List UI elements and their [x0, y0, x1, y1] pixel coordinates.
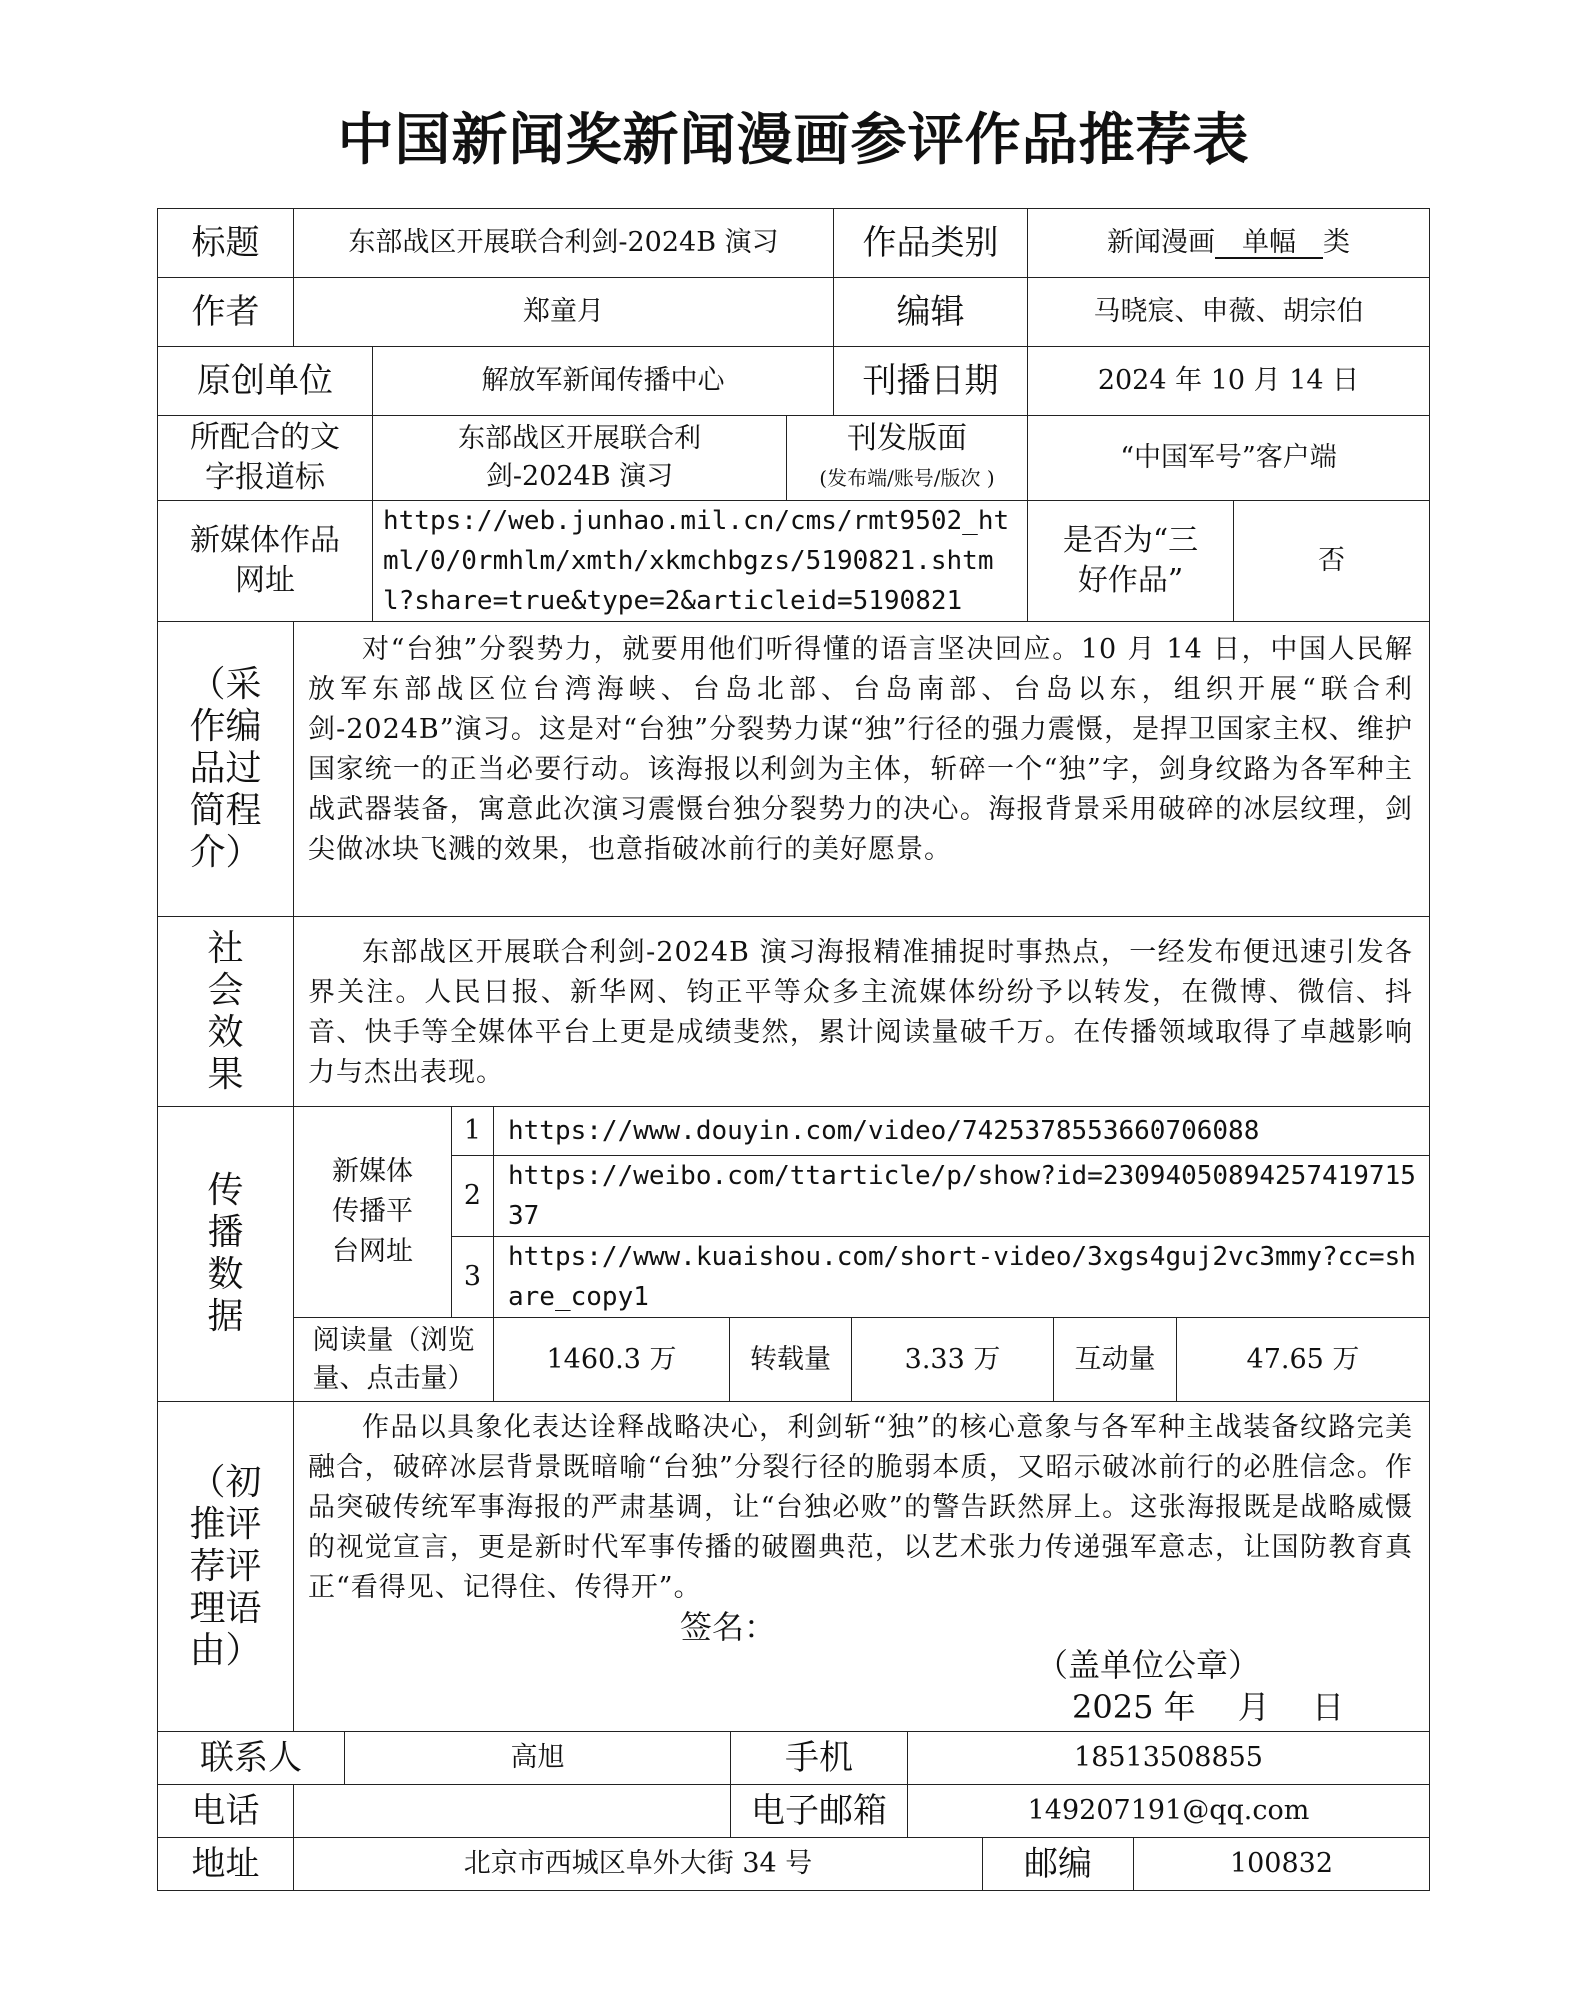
contact-label: 联系人	[157, 1731, 345, 1785]
date-value: 2024 年 10 月 14 日	[1027, 346, 1430, 416]
review-date: 2025 年 月 日	[1072, 1688, 1344, 1726]
category-prefix: 新闻漫画	[1107, 227, 1215, 258]
link-3-url[interactable]: https://www.kuaishou.com/short-video/3xgs4guj2vc3mmy?cc=share_copy1	[493, 1236, 1430, 1318]
effect-label: 社会效果	[157, 916, 294, 1107]
title-label: 标题	[157, 208, 294, 278]
new-media-url-label: 新媒体作品网址	[157, 500, 373, 622]
address-label: 地址	[157, 1837, 294, 1891]
reposts-value: 3.33 万	[851, 1317, 1054, 1402]
link-2-no: 2	[451, 1155, 494, 1237]
interactions-label: 互动量	[1053, 1317, 1177, 1402]
link-1-url[interactable]: https://www.douyin.com/video/7425378553660706088	[493, 1106, 1430, 1156]
mobile-label: 手机	[730, 1731, 908, 1785]
platform-label: 新媒体传播平台网址	[293, 1106, 452, 1318]
review-paragraph: 作品以具象化表达诠释战略决心，利剑斩“独”的核心意象与各军种主战装备纹路完美融合，破碎冰层背景既暗喻“台独”分裂行径的脆弱本质，又昭示破冰前行的必胜信念。作品突破传统军事海报的严肃基调，让“台独必败”的警告跃然屏上。这张海报既是战略威慑的视觉宣言，更是新时代军事传播的破圈典范，以艺术张力传递强军意志，让国防教育真正“看得见、记得住、传得开”。	[308, 1412, 1413, 1603]
link-3-no: 3	[451, 1236, 494, 1318]
three-good-value: 否	[1233, 500, 1430, 622]
new-media-url-value[interactable]: https://web.junhao.mil.cn/cms/rmt9502_html/0/0rmhlm/xmth/xkmchbgzs/5190821.shtml?share=true&type=2&articleid=5190821	[372, 500, 1028, 622]
reads-label: 阅读量（浏览量、点击量）	[293, 1317, 494, 1402]
page-title: 中国新闻奖新闻漫画参评作品推荐表	[337, 108, 1250, 173]
related-report-label: 所配合的文字报道标	[157, 415, 373, 501]
effect-paragraph: 东部战区开展联合利剑-2024B 演习海报精准捕捉时事热点，一经发布便迅速引发各界关注。人民日报、新华网、钧正平等众多主流媒体纷纷予以转发，在微博、微信、抖音、快手等全媒体平台上更是成绩斐然，累计阅读量破千万。在传播领域取得了卓越影响力与杰出表现。	[308, 937, 1413, 1088]
email-label: 电子邮箱	[730, 1784, 908, 1838]
reads-value: 1460.3 万	[493, 1317, 730, 1402]
page-label-sub: (发布端/账号/版次 )	[819, 466, 995, 490]
editor-label: 编辑	[833, 277, 1028, 347]
org-value: 解放军新闻传播中心	[372, 346, 834, 416]
related-report-value: 东部战区开展联合利剑-2024B 演习	[372, 415, 787, 501]
reposts-label: 转载量	[729, 1317, 852, 1402]
category-label: 作品类别	[833, 208, 1028, 278]
link-2-url[interactable]: https://weibo.com/ttarticle/p/show?id=2309405089425741971537	[493, 1155, 1430, 1237]
editor-value: 马晓宸、申薇、胡宗伯	[1027, 277, 1430, 347]
contact-value: 高旭	[344, 1731, 731, 1785]
seal-label: （盖单位公章）	[1036, 1646, 1261, 1684]
category-type: 单幅	[1242, 227, 1296, 258]
phone-value	[293, 1784, 731, 1838]
org-label: 原创单位	[157, 346, 373, 416]
process-paragraph: 对“台独”分裂势力，就要用他们听得懂的语言坚决回应。10 月 14 日，中国人民解放军东部战区位台湾海峡、台岛北部、台岛南部、台岛以东，组织开展“联合利剑-2024B”演习。这是对“台独”分裂势力谋“独”行径的强力震慑，是捍卫国家主权、维护国家统一的正当必要行动。该海报以利剑为主体，斩碎一个“独”字，剑身纹路为各军种主战武器装备，寓意此次演习震慑台独分裂势力的决心。海报背景采用破碎的冰层纹理，剑尖做冰块飞溅的效果，也意指破冰前行的美好愿景。	[308, 634, 1413, 865]
interactions-value: 47.65 万	[1176, 1317, 1430, 1402]
email-value: 149207191@qq.com	[907, 1784, 1430, 1838]
date-label: 刊播日期	[833, 346, 1028, 416]
sign-label: 签名：	[680, 1608, 777, 1646]
category-value	[1027, 208, 1430, 278]
zip-value: 100832	[1133, 1837, 1430, 1891]
review-label: （初推评荐评理语由）	[157, 1401, 294, 1732]
title-value: 东部战区开展联合利剑-2024B 演习	[293, 208, 834, 278]
page-label-main: 刊发版面	[847, 421, 967, 456]
three-good-label: 是否为“三好作品”	[1027, 500, 1234, 622]
spread-label: 传播数据	[157, 1106, 294, 1402]
author-value: 郑童月	[293, 277, 834, 347]
mobile-value: 18513508855	[907, 1731, 1430, 1785]
zip-label: 邮编	[982, 1837, 1134, 1891]
author-label: 作者	[157, 277, 294, 347]
effect-text	[293, 916, 1430, 1107]
category-suffix: 类	[1323, 227, 1350, 258]
phone-label: 电话	[157, 1784, 294, 1838]
process-text	[293, 621, 1430, 917]
process-label: （采作编品过简程介）	[157, 621, 294, 917]
link-1-no: 1	[451, 1106, 494, 1156]
address-value: 北京市西城区阜外大街 34 号	[293, 1837, 983, 1891]
page-label	[786, 415, 1028, 501]
page-value: “中国军号”客户端	[1027, 415, 1430, 501]
